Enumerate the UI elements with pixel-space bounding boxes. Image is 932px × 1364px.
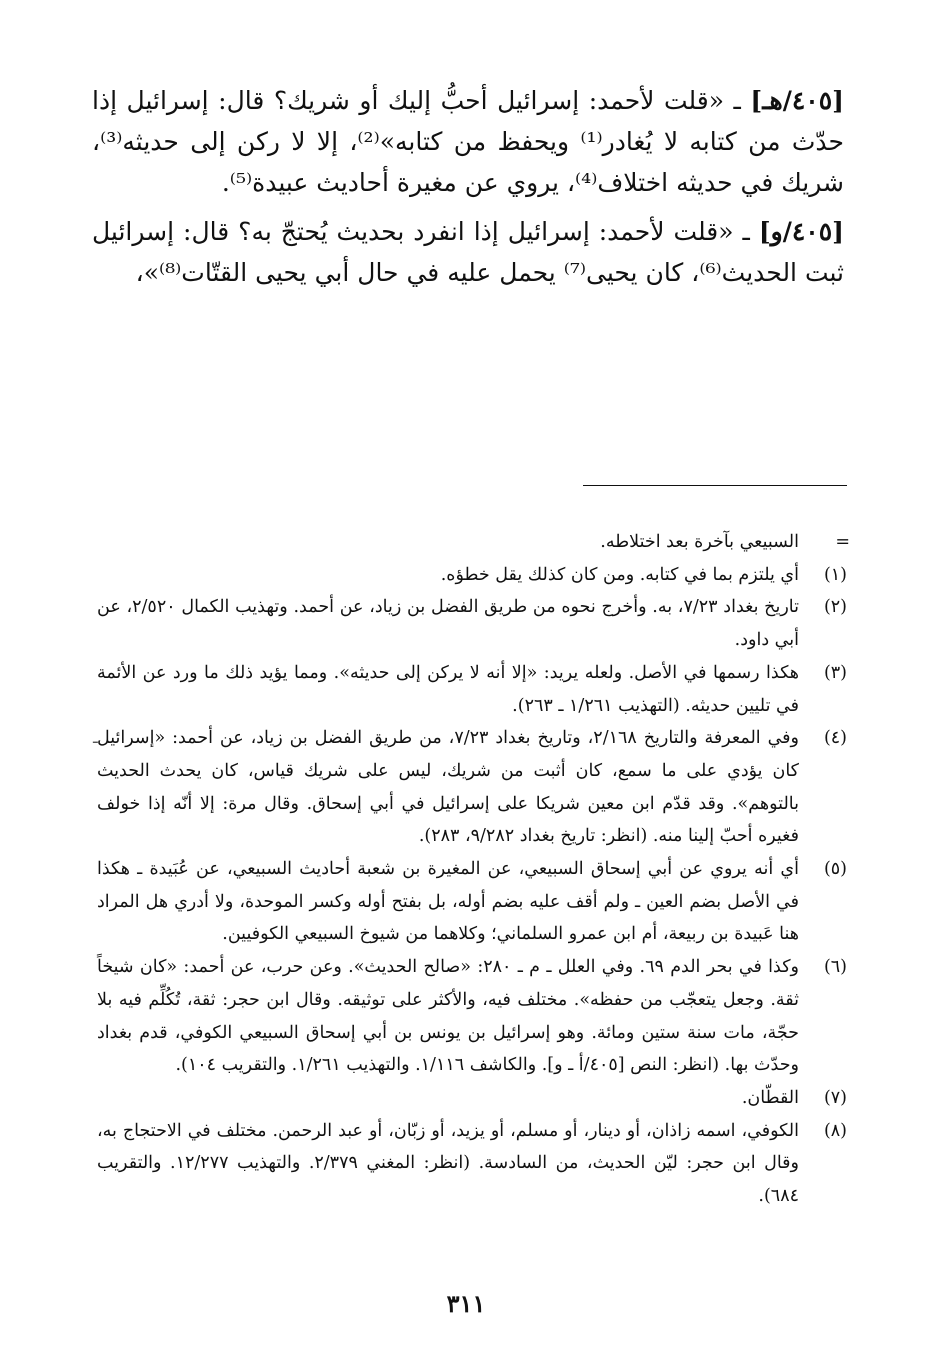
continuation-mark: = — [835, 532, 850, 552]
footnote-text: أي يلتزم بما في كتابه. ومن كان كذلك يقل خطؤه. — [440, 564, 799, 585]
footnote-number: (٧) — [823, 1087, 847, 1108]
footnote-item — [97, 591, 847, 656]
footnote-item — [97, 1082, 847, 1115]
footnote-text: وفي المعرفة والتاريخ ٢/١٦٨، وتاريخ بغداد ٧/٢٣، من طريق الفضل بن زياد، عن أحمد: «إسرائيل كان يؤدي على ما سمع، كان أثبت من شريك، ليس على شريك قياس، كان يحدث الحديث بالتوهم». وقد قدّم ابن معين شريكا على إسرائيل في أبي إسحاق. وقال مرة: إلا أنّه إذا خولف فغيره أحبّ إلينا منه. (انظر: تاريخ بغداد ٩/٢٨٢، ٢٨٣). — [97, 728, 799, 847]
footnote-number: (٣) — [823, 662, 847, 683]
footnote-text: تاريخ بغداد ٧/٢٣، به. وأخرج نحوه من طريق الفضل بن زياد، عن أحمد. وتهذيب الكمال ٢/٥٢٠، عن أبي داود. — [97, 597, 799, 651]
footnote-text: القطّان. — [741, 1087, 799, 1108]
footnote-text: وكذا في بحر الدم ٦٩. وفي العلل ـ م ـ ٢٨٠: «صالح الحديث». وعن حرب، عن أحمد: «كان شيخاً ثقة. وجعل يتعجّب من حفظه». مختلف فيه، والأكثر على توثيقه. وقال ابن حجر: ثقة، تُكُلِّم فيه بلا حجّة، مات سنة ستين ومائة. وهو إسرائيل بن يونس بن أبي إسحاق السبيعي الكوفي، قدم بغداد وحدّث بها. (انظر: النص [٤٠٥/أ ـ و]. والكاشف ١/١١٦. والتهذيب ١/٢٦١. والتقريب ١٠٤). — [97, 957, 799, 1076]
footnote-number: (٦) — [823, 957, 847, 978]
footnote-item — [97, 559, 847, 592]
footnote-text: السبيعي بآخرة بعد اختلاطه. — [600, 532, 799, 552]
main-text — [92, 80, 844, 301]
entry-label: [٤٠٥/و] — [758, 217, 844, 246]
main-paragraph — [92, 211, 844, 293]
main-paragraph — [92, 80, 844, 203]
footnote-item — [97, 951, 847, 1082]
footnote-number: (٥) — [823, 859, 847, 880]
footnote-divider — [583, 485, 847, 486]
footnote-item — [97, 1115, 847, 1213]
footnotes — [93, 526, 850, 1213]
footnote-text: الكوفي، اسمه زاذان، أو دينار، أو مسلم، أو يزيد، أو زبّان، أو عبد الرحمن. مختلف في الاحتجاج به، وقال ابن حجر: ليّن الحديث، من السادسة. (انظر: المغني ٢/٣٧٩. والتهذيب ١٢/٢٧٧. والتقريب ٦٨٤). — [97, 1120, 799, 1207]
footnote-number: (١) — [823, 564, 847, 585]
footnote-number: (٨) — [823, 1120, 847, 1141]
footnote-text: أي أنه يروي عن أبي إسحاق السبيعي، عن المغيرة بن شعبة أحاديث السبيعي، عن عُبَيدة ـ هكذا في الأصل بضم العين ـ ولم أقف عليه بضم أوله، بل بفتح أوله وكسر الموحدة، ولا أدري هل المراد هنا عَبيدة بن ربيعة، أم ابن عمرو السلماني؛ وكلاهما من شيوخ السبيعي الكوفيين. — [97, 859, 799, 945]
footnote-item — [93, 722, 847, 853]
footnote-item — [97, 657, 847, 722]
footnote-item — [97, 853, 847, 951]
margin-mark: ـ — [93, 728, 98, 748]
paragraph-text: ـ «قلت لأحمد: إسرائيل أحبُّ إليك أو شريك؟ قال: إسرائيل إذا حدّث من كتابه لا يُغادر⁽¹⁾ ويحفظ من كتابه»⁽²⁾، إلا لا ركن إلى حديثه⁽³⁾، شريك في حديثه اختلاف⁽⁴⁾، يروي عن مغيرة أحاديث عبيدة⁽⁵⁾. — [92, 86, 844, 197]
footnote-continuation — [97, 526, 850, 559]
footnote-number: (٢) — [823, 597, 847, 618]
entry-label: [٤٠٥/هـ] — [750, 86, 844, 115]
footnote-number: (٤) — [823, 728, 847, 749]
page-number: ٣١١ — [446, 1289, 486, 1318]
paragraph-text: ـ «قلت لأحمد: إسرائيل إذا انفرد بحديث يُحتجّ به؟ قال: إسرائيل ثبت الحديث⁽⁶⁾، كان يحيى⁽⁷⁾ يحمل عليه في حال أبي يحيى القتّات⁽⁸⁾»، — [92, 217, 844, 287]
footnote-text: هكذا رسمها في الأصل. ولعله يريد: «إلا أنه لا يركن إلى حديثه». ومما يؤيد ذلك ما ورد عن الأئمة في تليين حديثه. (التهذيب ١/٢٦١ ـ ٢٦٣). — [97, 662, 799, 716]
